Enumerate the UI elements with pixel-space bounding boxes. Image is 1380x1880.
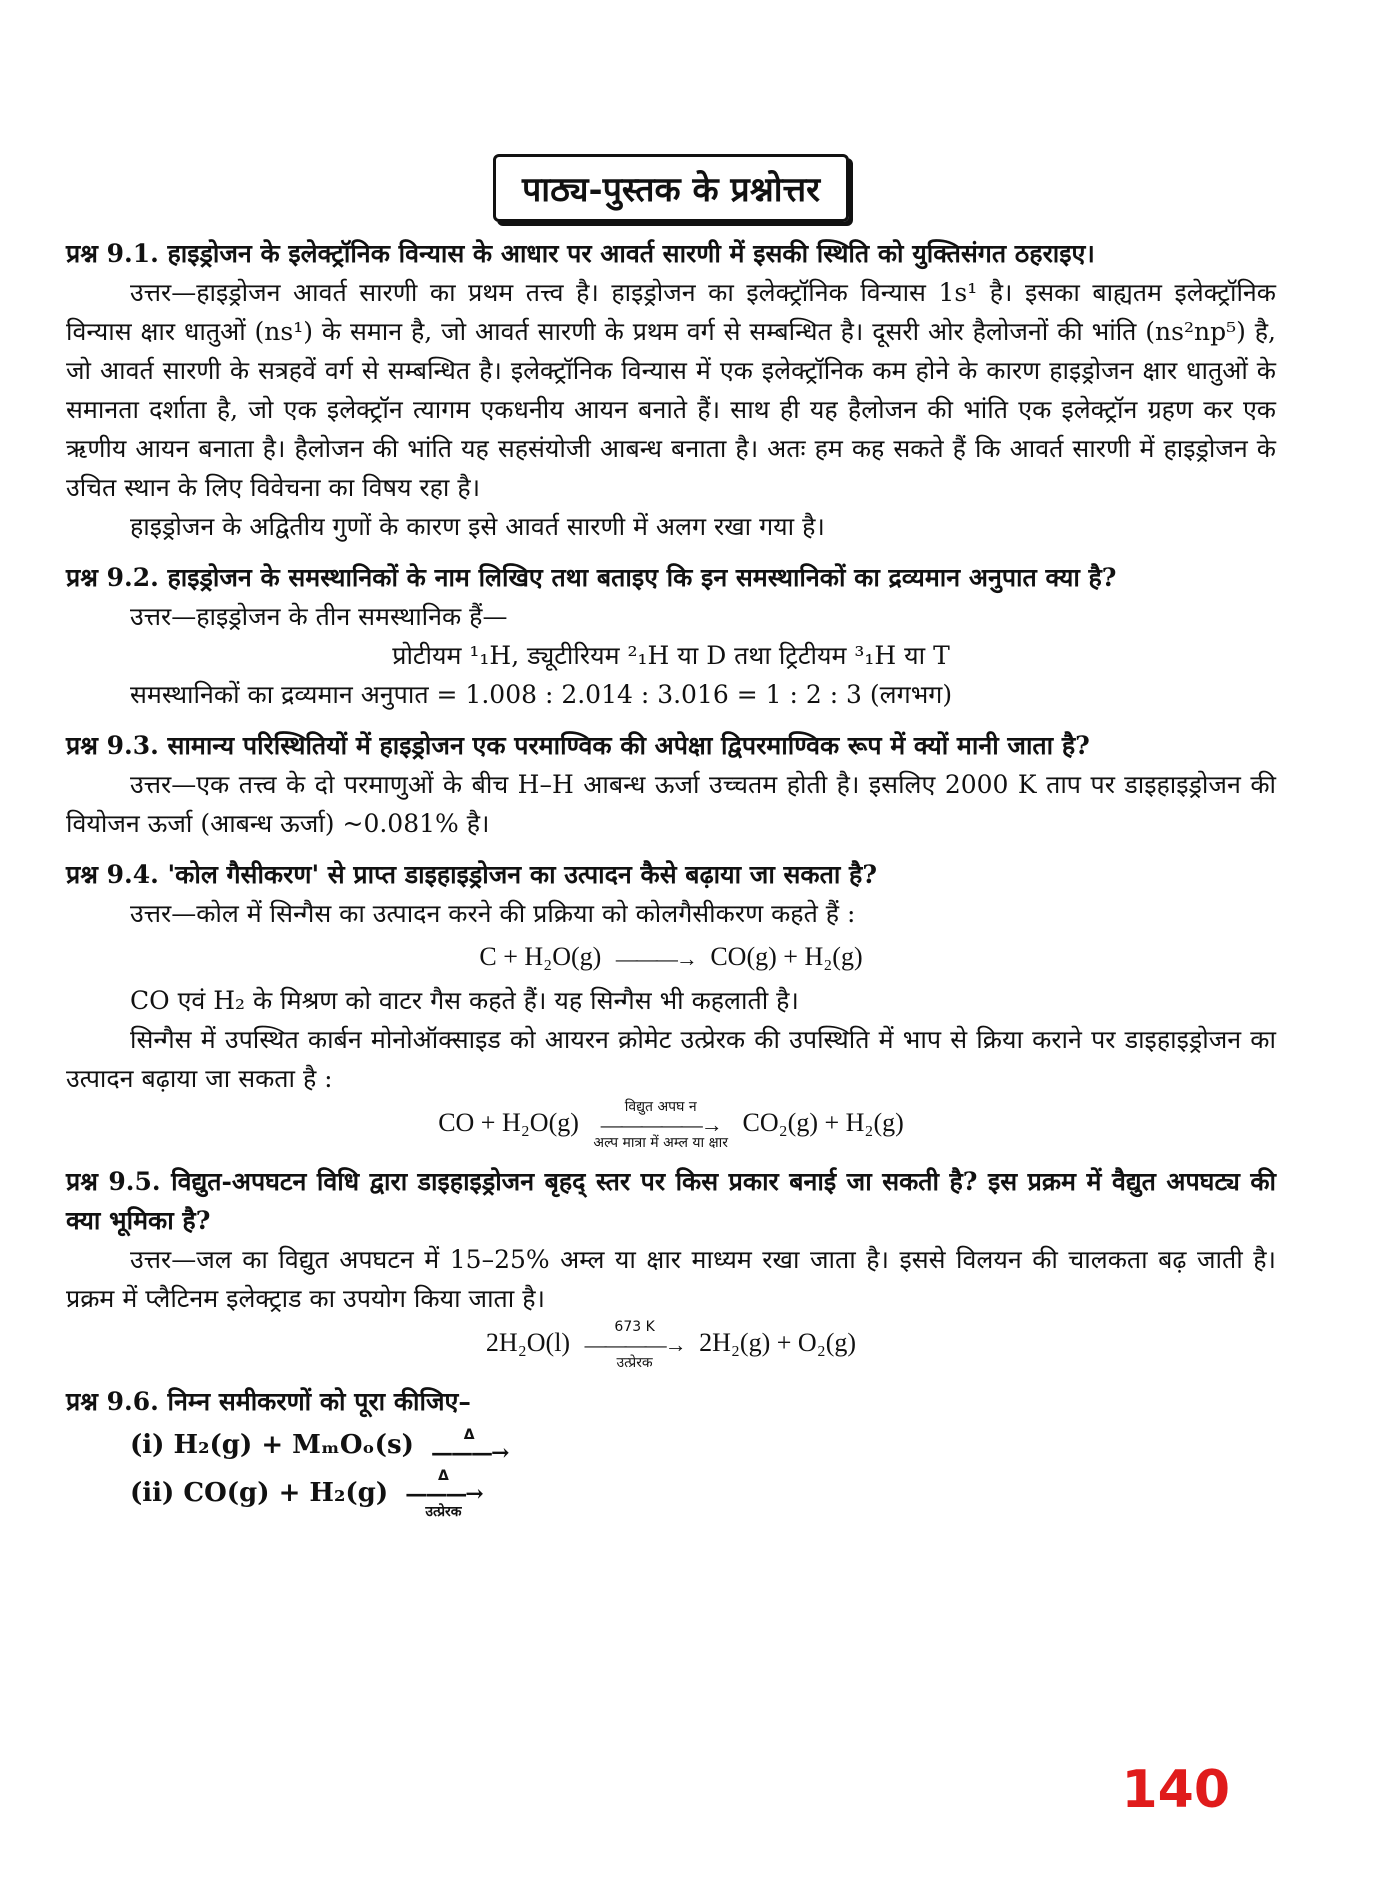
section-heading-wrap [66,154,1276,222]
part-i-reactants: (i) H₂(g) + MₘOₒ(s) [130,1430,414,1460]
equation-coal-gasification [66,935,1276,979]
reaction-arrow-conditions: Δ ———→ उत्प्रेरक [405,1468,482,1520]
equation-part-ii [66,1469,1276,1519]
eq3-reactants: 2H₂O(l) [485,1327,571,1357]
arrow-bottom-condition: उत्प्रेरक [616,1355,653,1371]
arrow-top-condition: Δ [463,1427,475,1443]
water-gas-note: CO एवं H₂ के मिश्रण को वाटर गैस कहते हैं। यह सिन्गैस भी कहलाती है। [130,986,799,1015]
arrow-bottom-condition: उत्प्रेरक [425,1504,462,1520]
eq1-products: CO(g) + H₂(g) [710,942,863,971]
question-9-6: प्रश्न 9.6. निम्न समीकरणों को पूरा कीजिए– [66,1387,471,1416]
answer-9-2: उत्तर—हाइड्रोजन के तीन समस्थानिक हैं— [130,602,508,631]
question-9-5: प्रश्न 9.5. विद्युत-अपघटन विधि द्वारा डाइहाइड्रोजन बृहद् स्तर पर किस प्रकार बनाई जा सकती है? इस प्रक्रम में वैद्युत अपघट्य की क्या भूमिका है? [66,1167,1276,1235]
part-ii-reactants: (ii) CO(g) + H₂(g) [130,1478,389,1508]
mass-ratio: समस्थानिकों का द्रव्यमान अनुपात = 1.008 : 2.014 : 3.016 = 1 : 2 : 3 (लगभग) [130,680,953,709]
reaction-arrow-conditions: 673 K ————→ उत्प्रेरक [584,1319,685,1371]
syngas-shift-note: सिन्गैस में उपस्थित कार्बन मोनोऑक्साइड को आयरन क्रोमेट उत्प्रेरक की उपस्थिति में भाप से क्रिया कराने पर डाइहाइड्रोजन का उत्पादन बढ़ाया जा सकता है : [66,1025,1276,1093]
eq2-reactants: CO + H₂O(g) [438,1107,579,1137]
eq1-reactants: C + H₂O(g) [479,942,602,971]
section-heading: पाठ्य-पुस्तक के प्रश्नोत्तर [493,154,849,222]
isotope-names: प्रोटीयम ¹₁H, ड्यूटीरियम ²₁H या D तथा ट्रिटीयम ³₁H या T [392,641,950,670]
question-9-3: प्रश्न 9.3. सामान्य परिस्थितियों में हाइड्रोजन एक परमाण्विक की अपेक्षा द्विपरमाण्विक रूप में क्यों मानी जाता है? [66,731,1090,760]
arrow-top-condition: Δ [438,1468,449,1484]
question-9-1: प्रश्न 9.1. हाइड्रोजन के इलेक्ट्रॉनिक विन्यास के आधार पर आवर्त सारणी में इसकी स्थिति को युक्तिसंगत ठहराइए। [66,239,1095,268]
answer-9-1: उत्तर—हाइड्रोजन आवर्त सारणी का प्रथम तत्त्व है। हाइड्रोजन का इलेक्ट्रॉनिक विन्यास 1s¹ है। इसका बाह्यतम इलेक्ट्रॉनिक विन्यास क्षार धातुओं (ns¹) के समान है, जो आवर्त सारणी के प्रथम वर्ग से सम्बन्धित है। दूसरी ओर हैलोजनों की भांति (ns²np⁵) है, जो आवर्त सारणी के सत्रहवें वर्ग से सम्बन्धित है। इलेक्ट्रॉनिक विन्यास में एक इलेक्ट्रॉनिक कम होने के कारण हाइड्रोजन क्षार धातुओं के समानता दर्शाता है, जो एक इलेक्ट्रॉन त्यागम एकधनीय आयन बनाते हैं। साथ ही यह हैलोजन की भांति एक इलेक्ट्रॉन ग्रहण कर एक ऋणीय आयन बनाता है। हैलोजन की भांति यह सहसंयोजी आबन्ध बनाता है। अतः हम कह सकते हैं कि आवर्त सारणी में हाइड्रोजन के उचित स्थान के लिए विवेचना का विषय रहा है। [66,278,1276,502]
arrow-top-condition: 673 K [614,1319,655,1335]
reaction-arrow-conditions: विद्युत अपघ न —————→ अल्प मात्रा में अम्ल या क्षार [593,1099,728,1151]
reaction-arrow-conditions: Δ ———→ [430,1427,508,1466]
eq3-products: 2H₂(g) + O₂(g) [699,1327,857,1357]
question-9-4: प्रश्न 9.4. 'कोल गैसीकरण' से प्राप्त डाइहाइड्रोजन का उत्पादन कैसे बढ़ाया जा सकता है? [66,860,877,889]
arrow-bottom-condition: अल्प मात्रा में अम्ल या क्षार [593,1135,728,1151]
reaction-arrow: ———→ [615,946,696,972]
answer-9-3: उत्तर—एक तत्त्व के दो परमाणुओं के बीच H–H आबन्ध ऊर्जा उच्चतम होती है। इसलिए 2000 K ताप पर डाइहाइड्रोजन की वियोजन ऊर्जा (आबन्ध ऊर्जा) ~0.081% है। [66,770,1276,838]
content-frame [66,140,1276,1519]
equation-part-i [66,1421,1276,1469]
eq2-products: CO₂(g) + H₂(g) [742,1107,904,1137]
answer-9-4: उत्तर—कोल में सिन्गैस का उत्पादन करने की प्रक्रिया को कोलगैसीकरण कहते हैं : [130,899,856,928]
equation-electrolysis [66,1320,1276,1370]
equation-water-gas-shift [66,1100,1276,1150]
answer-9-1-note: हाइड्रोजन के अद्वितीय गुणों के कारण इसे आवर्त सारणी में अलग रखा गया है। [130,512,825,541]
arrow-top-condition: विद्युत अपघ न [624,1099,697,1115]
answer-9-5: उत्तर—जल का विद्युत अपघटन में 15–25% अम्ल या क्षार माध्यम रखा जाता है। इससे विलयन की चालकता बढ़ जाती है। प्रक्रम में प्लैटिनम इलेक्ट्राड का उपयोग किया जाता है। [66,1245,1276,1313]
page-number: 140 [1121,1760,1230,1820]
question-9-2: प्रश्न 9.2. हाइड्रोजन के समस्थानिकों के नाम लिखिए तथा बताइए कि इन समस्थानिकों का द्रव्यमान अनुपात क्या है? [66,563,1117,592]
